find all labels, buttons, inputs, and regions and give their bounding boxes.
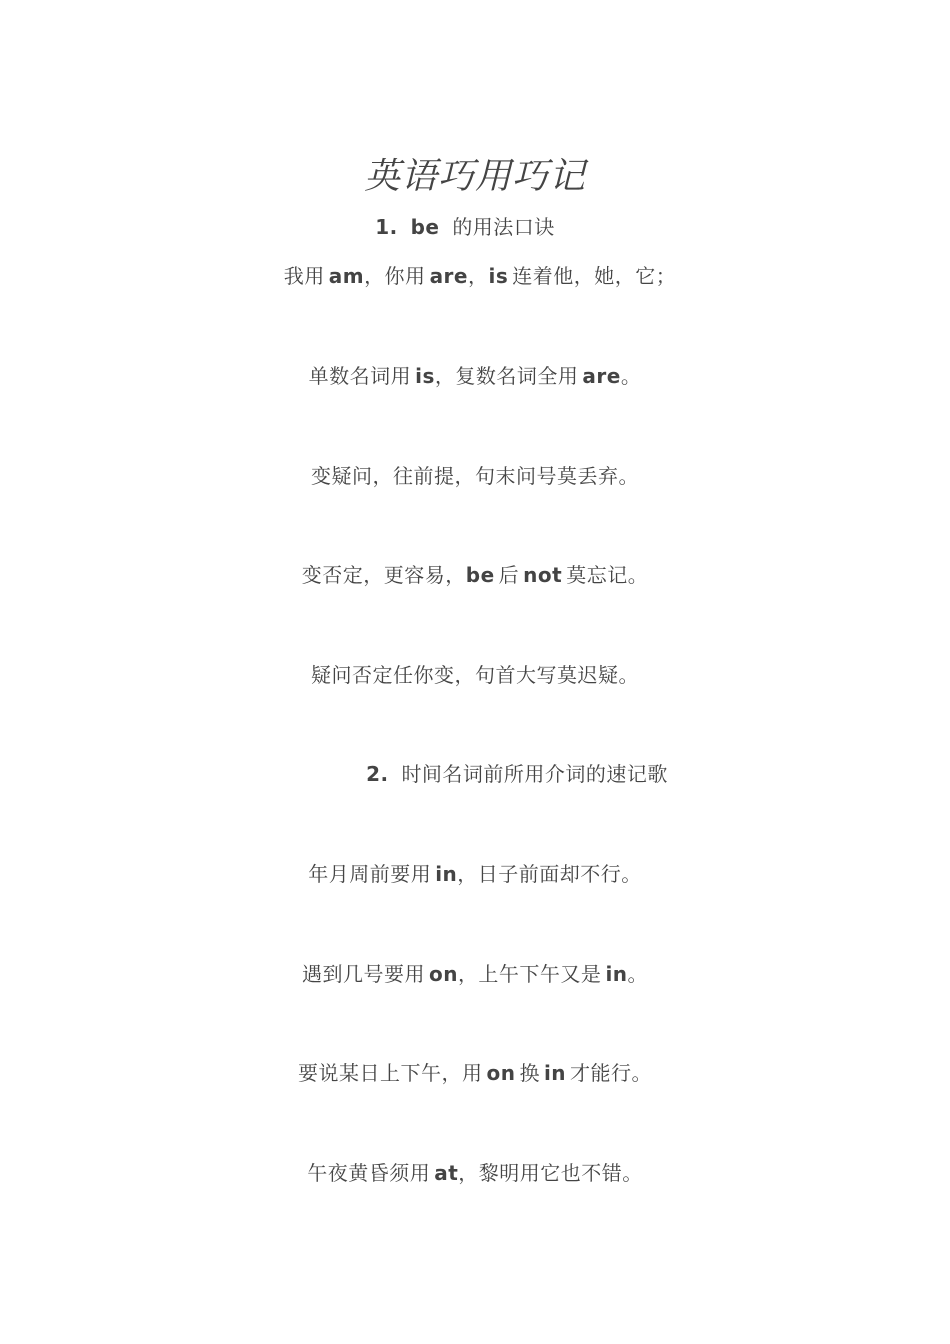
verse-line	[0, 1160, 950, 1186]
keyword: am	[328, 264, 365, 288]
keyword: are	[429, 264, 468, 288]
verse-text: ，上午下午又是	[457, 962, 602, 986]
verse-text: 疑问否定任你变，句首大写莫迟疑。	[311, 663, 639, 687]
verse-text: 。	[620, 364, 642, 388]
verse-line	[0, 1060, 950, 1086]
section-number: 1.	[375, 215, 398, 239]
keyword: is	[415, 364, 435, 388]
verse-text: 才能行。	[570, 1061, 653, 1085]
keyword: be	[410, 215, 440, 239]
section-heading-text: 时间名词前所用介词的速记歌	[401, 762, 668, 786]
keyword: in	[605, 962, 628, 986]
keyword: in	[435, 862, 458, 886]
verse-line	[5, 263, 950, 289]
keyword: at	[434, 1161, 459, 1185]
document-title: 英语巧用巧记	[363, 156, 586, 197]
verse-text: 单数名词用	[308, 364, 412, 388]
verse-text: 午夜黄昏须用	[307, 1161, 431, 1185]
keyword: is	[488, 264, 509, 288]
keyword: on	[428, 962, 458, 986]
verse-text: 年月周前要用	[308, 862, 432, 886]
verse-line	[0, 562, 950, 588]
keyword: in	[543, 1061, 567, 1085]
keyword: not	[523, 563, 563, 587]
section-heading-text: 的用法口诀	[452, 215, 555, 239]
verse-text: 莫忘记。	[566, 563, 649, 587]
verse-text: 遇到几号要用	[301, 962, 425, 986]
verse-text: ，复数名词全用	[434, 364, 579, 388]
verse-line	[0, 463, 950, 489]
keyword: are	[582, 364, 621, 388]
keyword: be	[465, 563, 495, 587]
verse-line	[0, 662, 950, 688]
verse-text: 后	[498, 563, 520, 587]
verse-text: 。	[627, 962, 649, 986]
verse-text: ，黎明用它也不错。	[458, 1161, 643, 1185]
verse-line	[0, 961, 950, 987]
verse-text: 我用	[283, 264, 325, 288]
verse-text: 变否定，更容易，	[301, 563, 466, 587]
verse-text: ，你用	[364, 264, 426, 288]
verse-text: 要说某日上下午，用	[297, 1061, 483, 1085]
verse-text: 换	[519, 1061, 540, 1085]
section-1-heading	[0, 214, 940, 240]
verse-text: ，日子前面却不行。	[457, 862, 642, 886]
section-number: 2.	[366, 762, 389, 786]
verse-text: 连着他，她，它；	[512, 264, 677, 288]
verse-text: ，	[468, 264, 489, 288]
verse-line	[0, 363, 950, 389]
verse-line	[0, 861, 950, 887]
verse-text: 变疑问，往前提，句末问号莫丢弃。	[311, 464, 639, 488]
keyword: on	[486, 1061, 516, 1085]
section-2-heading	[42, 761, 950, 787]
